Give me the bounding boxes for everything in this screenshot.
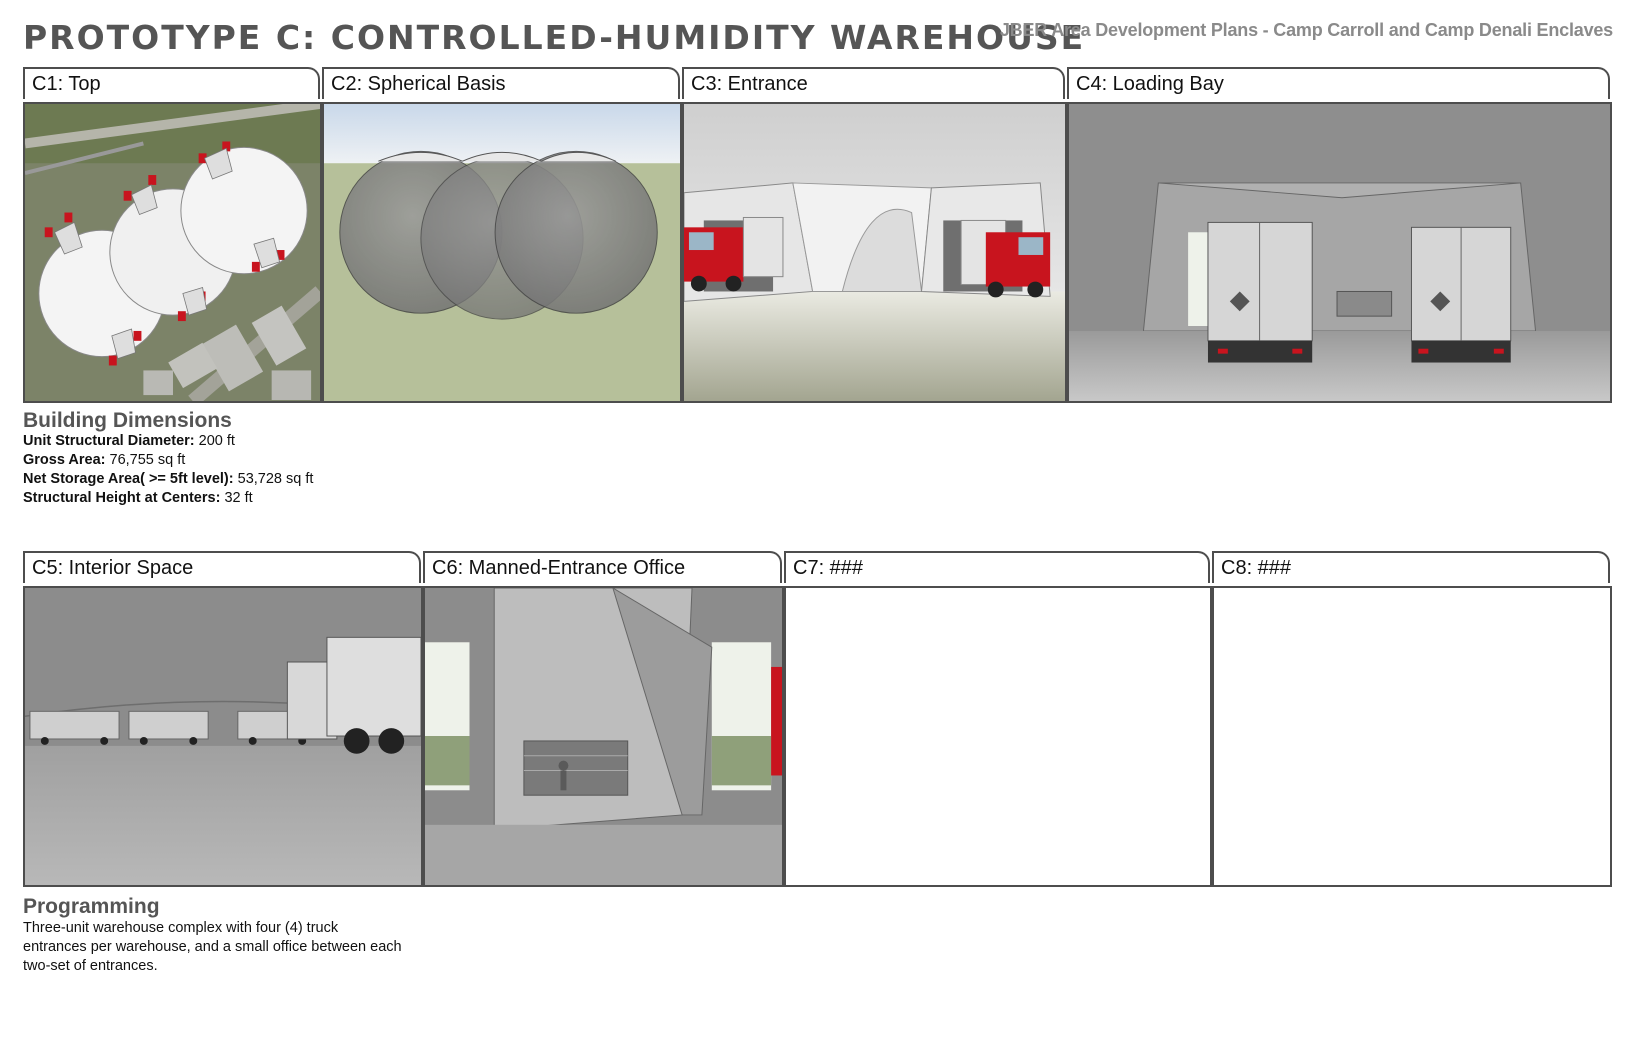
- tab-c4-loading-bay: C4: Loading Bay: [1067, 67, 1610, 99]
- dimension-row: [23, 470, 313, 489]
- truck-rear-right: [1411, 227, 1510, 362]
- tab-c7: C7: ###: [784, 551, 1210, 583]
- panel-c1-aerial-view: [23, 102, 322, 403]
- dimension-value: 200 ft: [198, 433, 235, 449]
- tab-c6-manned-entrance-office: C6: Manned-Entrance Office: [423, 551, 782, 583]
- loading-bay-render: [1069, 104, 1610, 401]
- tab-c8: C8: ###: [1212, 551, 1610, 583]
- dimension-row: [23, 451, 313, 470]
- panel-c8-empty: [1212, 586, 1612, 887]
- panel-c7-empty: [784, 586, 1212, 887]
- panel-c4-loading-bay: [1067, 102, 1612, 403]
- interior-render: [25, 588, 421, 885]
- dimension-row: [23, 489, 313, 508]
- tab-c2-spherical-basis: C2: Spherical Basis: [322, 67, 680, 99]
- programming-text: Three-unit warehouse complex with four (4) truck entrances per warehouse, and a small office between each two-set of entrances.: [23, 920, 402, 974]
- panel-c3-entrance: [682, 102, 1067, 403]
- truck-rear-left: [1208, 222, 1312, 362]
- tab-c5-interior-space: C5: Interior Space: [23, 551, 421, 583]
- building-dimensions-list: [23, 432, 313, 508]
- programming-heading: Programming: [23, 895, 160, 918]
- spheres-diagram: [324, 104, 680, 401]
- dimension-value: 53,728 sq ft: [237, 471, 314, 487]
- entrance-render: [684, 104, 1065, 401]
- dimension-label: Structural Height at Centers:: [23, 490, 221, 506]
- dimension-value: 76,755 sq ft: [109, 452, 186, 468]
- dimension-label: Gross Area:: [23, 452, 106, 468]
- panel-c2-spherical-basis: [322, 102, 682, 403]
- dimension-label: Unit Structural Diameter:: [23, 433, 195, 449]
- tab-c3-entrance: C3: Entrance: [682, 67, 1065, 99]
- dimension-row: [23, 432, 313, 451]
- panel-c6-manned-entrance-office: [423, 586, 784, 887]
- page-subtitle: JBER Area Development Plans - Camp Carroll and Camp Denali Enclaves: [999, 20, 1613, 40]
- aerial-image: [25, 104, 320, 401]
- tab-c1-top: C1: Top: [23, 67, 320, 99]
- panel-c5-interior-space: [23, 586, 423, 887]
- page-title: PROTOTYPE C: CONTROLLED-HUMIDITY WAREHOUSE: [23, 18, 1086, 57]
- dimension-label: Net Storage Area( >= 5ft level):: [23, 471, 234, 487]
- office-render: [425, 588, 782, 885]
- building-dimensions-heading: Building Dimensions: [23, 409, 232, 432]
- dimension-value: 32 ft: [224, 490, 253, 506]
